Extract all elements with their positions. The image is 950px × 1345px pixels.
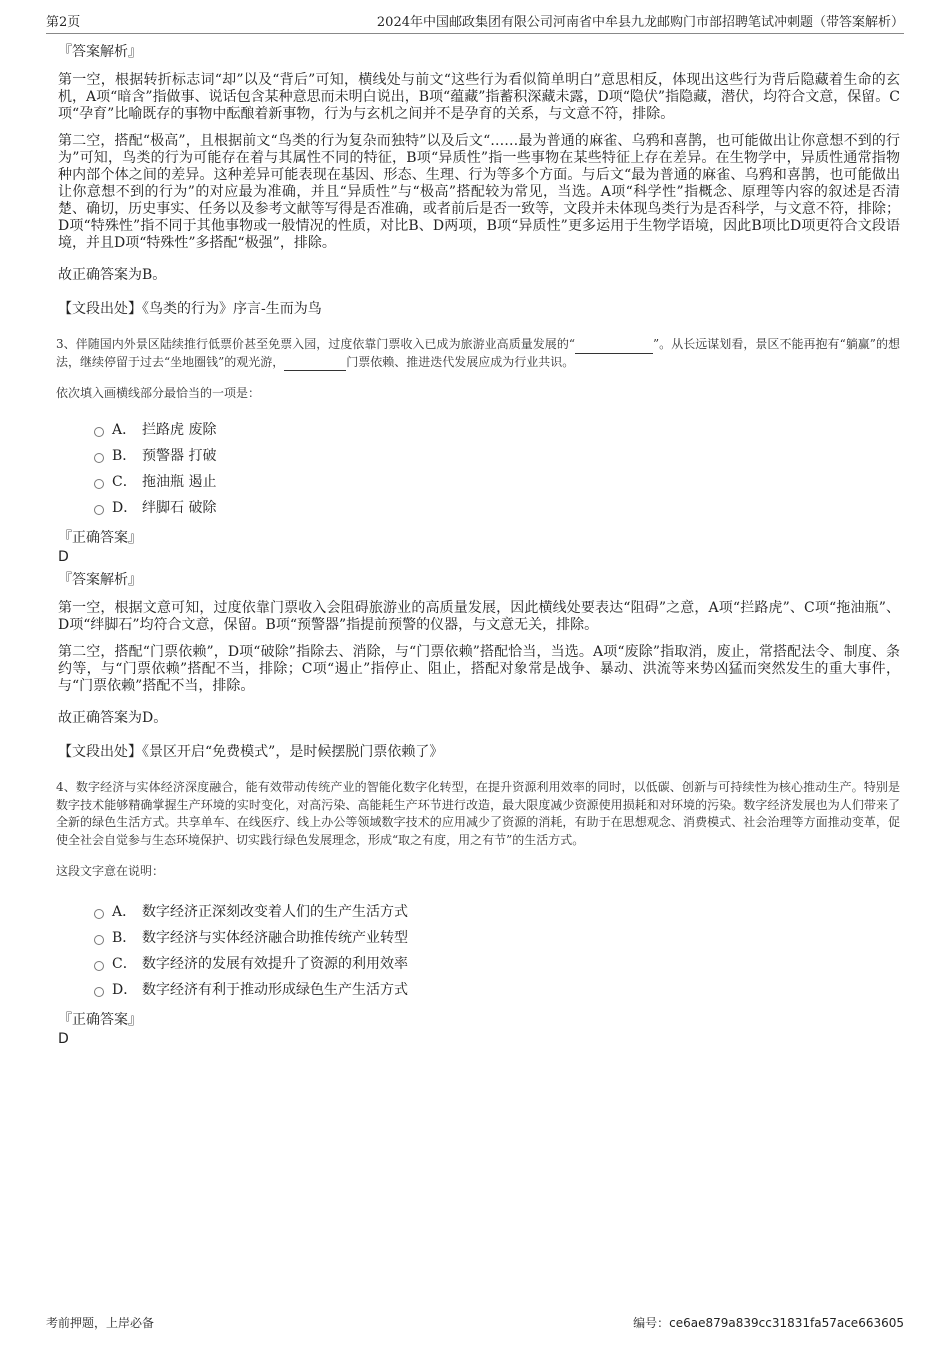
q2-analysis-para2: 第二空，搭配“极高”，且根据前文“鸟类的行为复杂而独特”以及后文“……最为普通的麻雀、乌鸦和喜鹊，也可能做出让你意想不到的行为”可知，鸟类的行为可能存在着与其属性不同的特征，B项“异质性”指一些事物在某些特征上存在差异。在生物学中，异质性通常指物种内部个体之间的差异。这种差异可能表现在基因、形态、生理、行为等多个方面。与后文“最为普通的麻雀、乌鸦和喜鹊，也可能做出让你意想不到的行为”的对应最为准确，并且“异质性”与“极高”搭配较为常见，当选。A项“科学性”指概念、原理等内容的叙述是否清楚、确切，历史事实、任务以及参考文献等写得是否准确，或者前后是否一致等，文段并未体现鸟类行为是否科学，与文意不符，排除；D项“特殊性”指不同于其他事物或一般情况的性质，对比B、D两项，B项“异质性”更多运用于生物学语境，因此B项比D项更符合文段语境，并且D项“特殊性”多搭配“极强”，排除。: [58, 133, 900, 251]
q3-stem-part1: 3、伴随国内外景区陆续推行低票价甚至免票入园，过度依靠门票收入已成为旅游业高质量发展的“: [56, 337, 575, 351]
option-text: 数字经济正深刻改变着人们的生产生活方式: [142, 904, 408, 920]
q3-analysis-label: 『答案解析』: [58, 572, 142, 588]
footer-slogan: 考前押题，上岸必备: [46, 1315, 155, 1330]
radio-icon[interactable]: [94, 505, 104, 515]
option-letter: B．: [112, 930, 137, 946]
document-title: 2024年中国邮政集团有限公司河南省中牟县九龙邮购门市部招聘笔试冲刺题（带答案解析）: [376, 15, 904, 30]
option-letter: C．: [112, 474, 137, 490]
q2-final-answer: 故正确答案为B。: [58, 267, 167, 283]
option-text: 数字经济的发展有效提升了资源的利用效率: [142, 956, 408, 972]
option-text: 数字经济有利于推动形成绿色生产生活方式: [142, 982, 408, 998]
q3-option-a[interactable]: [94, 416, 900, 442]
option-text: 绊脚石 破除: [142, 500, 217, 516]
option-text: 数字经济与实体经济融合助推传统产业转型: [142, 930, 408, 946]
q3-stem-part2: ”。从长远谋划看，景区不能再抱有“躺赢”的想法，继续停留于过去“坐地圈钱”的观光游，: [56, 337, 901, 369]
q3-analysis-para2: 第二空，搭配“门票依赖”，D项“破除”指除去、消除，与“门票依赖”搭配恰当，当选。A项“废除”指取消，废止，常搭配法令、制度、条约等，与“门票依赖”搭配不当，排除；C项“遏止”指停止、阻止，搭配对象常是战争、暴动、洪流等来势凶猛而突然发生的重大事件，与“门票依赖”搭配不当，排除。: [58, 644, 900, 694]
q3-stem-part3: 门票依赖、推进迭代发展应成为行业共识。: [346, 354, 575, 369]
q4-stem: 4、数字经济与实体经济深度融合，能有效带动传统产业的智能化数字化转型，在提升资源利用效率的同时，以低碳、创新与可持续性为核心推动生产。特别是数字技术能够精确掌握生产环境的实时变化，对高污染、高能耗生产环节进行改造，最大限度减少资源使用损耗和对环境的污染。数字经济发展也为人们带来了全新的绿色生活方式。共享单车、在线医疗、线上办公等领域数字技术的应用减少了资源的消耗，有助于在思想观念、消费模式、社会治理等方面推动变革，促使全社会自觉参与生态环境保护、切实践行绿色发展理念，形成“取之有度，用之有节”的生活方式。: [56, 780, 900, 847]
page-footer: [46, 1313, 904, 1331]
q4-option-d[interactable]: [94, 976, 900, 1002]
q3-source: 【文段出处】《景区开启“免费模式”，是时候摆脱门票依赖了》: [58, 744, 444, 760]
q4-option-a[interactable]: [94, 898, 900, 924]
q3-correct-label: 『正确答案』: [58, 530, 142, 546]
q4-prompt: 这段文字意在说明：: [56, 864, 165, 878]
q4-option-b[interactable]: [94, 924, 900, 950]
option-letter: A．: [112, 904, 137, 920]
q4-correct-answer: D: [58, 1031, 69, 1047]
q3-blank-1: [575, 341, 653, 354]
q4-options: [94, 898, 900, 1002]
q2-source: 【文段出处】《鸟类的行为》序言-生而为鸟: [58, 301, 322, 317]
q3-blank-2: [284, 358, 346, 371]
radio-icon[interactable]: [94, 987, 104, 997]
q3-option-d[interactable]: [94, 494, 900, 520]
radio-icon[interactable]: [94, 453, 104, 463]
q2-analysis-label: 『答案解析』: [58, 44, 142, 60]
option-text: 拦路虎 废除: [142, 422, 217, 438]
q3-option-c[interactable]: [94, 468, 900, 494]
option-letter: D．: [112, 500, 138, 516]
q3-correct-answer: D: [58, 549, 69, 565]
q3-options: [94, 416, 900, 520]
q4-option-c[interactable]: [94, 950, 900, 976]
q3-option-b[interactable]: [94, 442, 900, 468]
option-letter: B．: [112, 448, 137, 464]
document-code-value: ce6ae879a839cc31831fa57ace663605: [669, 1315, 904, 1330]
q3-analysis-para1: 第一空，根据文意可知，过度依靠门票收入会阻碍旅游业的高质量发展，因此横线处要表达“阻碍”之意，A项“拦路虎”、C项“拖油瓶”、D项“绊脚石”均符合文意，保留。B项“预警器”指提前预警的仪器，与文意无关，排除。: [58, 600, 900, 633]
q3-prompt: 依次填入画横线部分最恰当的一项是：: [56, 386, 261, 400]
document-code: [633, 1314, 904, 1331]
q3-stem: [56, 336, 900, 371]
option-text: 预警器 打破: [142, 448, 217, 464]
radio-icon[interactable]: [94, 427, 104, 437]
radio-icon[interactable]: [94, 961, 104, 971]
radio-icon[interactable]: [94, 935, 104, 945]
radio-icon[interactable]: [94, 909, 104, 919]
page-number: 第2页: [46, 15, 81, 30]
page-header: [46, 12, 904, 34]
q4-correct-label: 『正确答案』: [58, 1012, 142, 1028]
q3-final-answer: 故正确答案为D。: [58, 710, 168, 726]
option-letter: A．: [112, 422, 137, 438]
option-letter: D．: [112, 982, 138, 998]
page-content: [56, 42, 900, 1048]
option-text: 拖油瓶 遏止: [142, 474, 217, 490]
document-code-label: 编号：: [633, 1315, 670, 1330]
option-letter: C．: [112, 956, 137, 972]
radio-icon[interactable]: [94, 479, 104, 489]
q2-analysis-para1: 第一空，根据转折标志词“却”以及“背后”可知，横线处与前文“这些行为看似简单明白”意思相反，体现出这些行为背后隐藏着生命的玄机，A项“暗含”指做事、说话包含某种意思而未明白说出，B项“蕴藏”指蓄积深藏未露，D项“隐伏”指隐藏，潜伏，均符合文意，保留。C项“孕育”比喻既存的事物中酝酿着新事物，行为与玄机之间并不是孕育的关系，与文意不符，排除。: [58, 72, 900, 122]
